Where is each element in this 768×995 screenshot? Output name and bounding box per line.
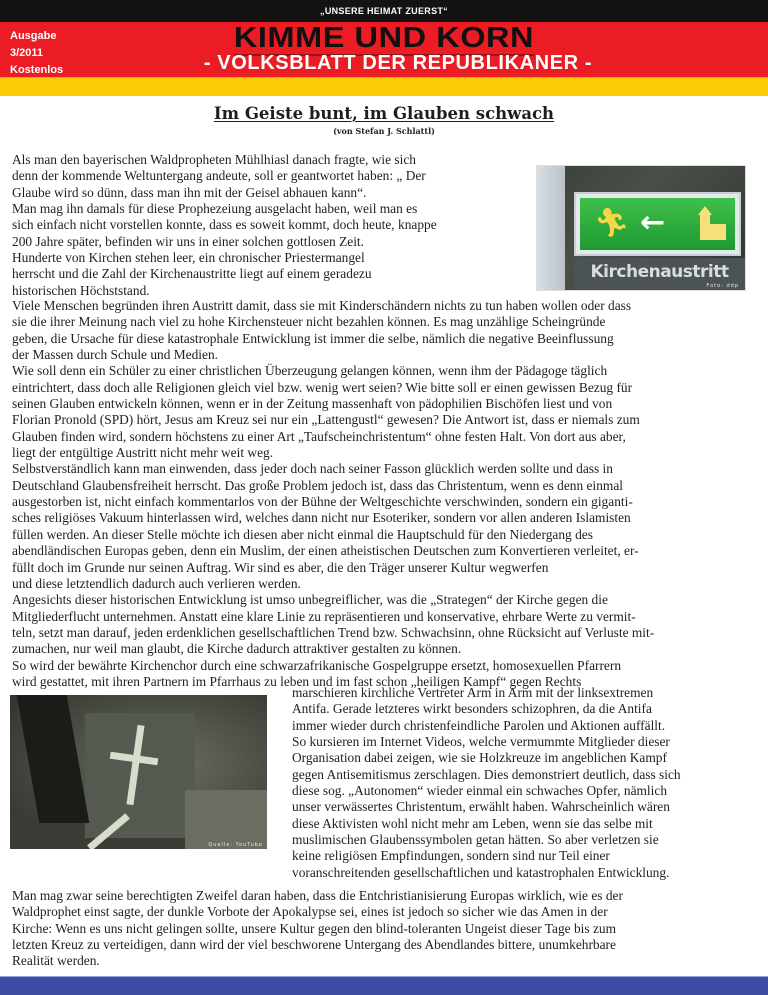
arrow-left-icon: ← — [640, 205, 666, 240]
article-right-column — [292, 685, 762, 881]
text-line: Man mag ihn damals für diese Prophezeiung ausgelacht haben, weil man es — [12, 201, 418, 217]
text-line: sie die ihrer Meinung nach viel zu hohe Kirchensteuer nicht bezahlen können. Es mag unzählige Scheingründe — [12, 314, 606, 330]
text-line: Man mag zwar seine berechtigten Zweifel daran haben, dass die Entchristianisierung Europas wirklich, wie es der — [12, 888, 623, 903]
text-line: abendländischen Europas geben, denn ein Muslim, der einen atheistischen Deutschen zum Konvertieren verleitet, er- — [12, 543, 639, 559]
text-line: voranschreitenden gesellschaftlichen und katastrophalen Entwicklung. — [292, 864, 670, 880]
text-line: diese sog. „Autonomen“ wieder einmal ein schwaches Opfer, nämlich — [292, 783, 668, 799]
text-line: immer wieder durch christenfeindliche Parolen und Aktionen auffällt. — [292, 717, 666, 733]
text-line: Realität werden. — [12, 953, 100, 969]
text-line: So wird der bewährte Kirchenchor durch eine schwarzafrikanische Gospelgruppe ersetzt, homosexuellen Pfarrern — [12, 657, 622, 673]
text-line: Florian Pronold (SPD) hört, Jesus am Kreuz sei nur ein „Lattengustl“ gewesen? Die Antwort ist, dass er niemals zum — [12, 412, 640, 428]
photo-planter — [185, 790, 267, 849]
text-line: diese Aktivisten wohl nicht mehr am Leben, wenn sie das selbe mit — [292, 815, 653, 831]
photo-leg — [17, 695, 90, 823]
cross-graffiti-photo — [10, 695, 267, 849]
text-line: So kursieren im Internet Videos, welche vermummte Mitglieder dieser — [292, 734, 670, 750]
text-line: Angesichts dieser historischen Entwicklung ist umso unbegreiflicher, was die „Strategen“ der Kirche gegen die — [12, 592, 608, 608]
church-icon — [698, 206, 726, 240]
text-line: zumachen, nur weil man glaubt, die Kirche dadurch attraktiver gestalten zu können. — [12, 641, 462, 657]
text-line: liegt der entgültige Austritt nicht mehr weit weg. — [12, 445, 274, 461]
slogan-bar — [0, 0, 768, 22]
text-line: unser verwässertes Christentum, erwählt haben. Wahrscheinlich wären — [292, 799, 670, 815]
text-line: der Massen durch Schule und Medien. — [12, 347, 219, 363]
issue-label: Ausgabe — [10, 30, 57, 42]
text-line: teln, setzt man darauf, jeden erdenklichen gesellschaftlichen Trend bzw. Schwachsinn, ohne Rücksicht auf Verluste mit- — [12, 624, 655, 640]
text-line: Kirche: Wenn es uns nicht gelingen sollte, unsere Kultur gegen den blind-toleranten Ungeist dieser Tage bis zum — [12, 920, 617, 936]
text-line: muslimischen Glaubenssymbolen getan hätten. So aber verletzen sie — [292, 832, 659, 848]
text-line: herrscht und die Zahl der Kirchenaustritte liegt auf einem geradezu — [12, 266, 372, 282]
text-line: Waldprophet einst sagte, der dunkle Vorbote der Apokalypse sei, eines ist jedoch so sicher wie das Amen in der — [12, 904, 608, 920]
photo-credit: Foto: ddp — [706, 283, 739, 289]
text-line: sich einfach nicht vorstellen konnte, dass es soweit kommt, doch heute, knappe — [12, 217, 437, 233]
article-closing — [12, 888, 760, 970]
text-line: Deutschland Glaubensfreiheit herrscht. Das große Problem jedoch ist, dass das Christentum, wenn es denn einmal — [12, 477, 623, 493]
photo-wall — [537, 166, 565, 290]
text-line: Glaube wird so dünn, dass man ihn mit der Geisel abhauen kann“. — [12, 184, 367, 200]
text-line: Selbstverständlich kann man einwenden, dass jeder doch nach seiner Fasson glücklich werden sollte und dass in — [12, 461, 613, 477]
text-line: 200 Jahre später, befinden wir uns in einer solchen gottlosen Zeit. — [12, 233, 364, 249]
exit-sign-panel — [580, 198, 735, 250]
text-line: gegen Antisemitismus zerschlagen. Dies demonstriert deutlich, dass sich — [292, 766, 681, 782]
text-line: marschieren kirchliche Vertreter Arm in Arm mit der linksextremen — [292, 685, 654, 700]
slogan: „UNSERE HEIMAT ZUERST“ — [320, 6, 448, 16]
subtitle-text: - VOLKSBLATT DER REPUBLIKANER - — [203, 52, 593, 74]
running-person-icon: 🏃︎ — [594, 206, 630, 239]
issue-number: 3/2011 — [10, 47, 44, 59]
text-line: Viele Menschen begründen ihren Austritt damit, dass sie mit Kinderschändern nichts zu tun haben wollen oder dass — [12, 298, 632, 313]
text-line: eintrichtert, dass doch alle Religionen gleich viel bzw. wenig wert seien? Wie bitte soll er einen gewissen Bezug für — [12, 379, 633, 395]
text-line: keine religiösen Empfindungen, sondern sind nur Teil einer — [292, 848, 610, 864]
text-line: Hunderte von Kirchen stehen leer, ein chronischer Priestermangel — [12, 250, 365, 266]
text-line: wird gestattet, mit ihren Partnern im Pfarrhaus zu leben und im fast schon „heiligen Kampf“ gegen Rechts — [12, 673, 582, 689]
exit-sign — [574, 192, 741, 256]
photo-credit: Quelle: YouTube — [208, 842, 263, 848]
kirchenaustritt-sign-photo — [536, 165, 746, 291]
masthead-text: KIMME UND KORN — [233, 22, 535, 54]
footer-bar — [0, 976, 768, 995]
text-line: Glauben finden wird, sondern höchstens zu einer Art „Taufscheinchristentum“ ohne festen Halt. Von dort aus aber, — [12, 428, 626, 444]
text-line: Wie soll denn ein Schüler zu einer christlichen Überzeugung gelangen können, wenn ihm der Pädagoge täglich — [12, 363, 608, 379]
article-intro — [12, 152, 437, 299]
text-line: Antifa. Gerade letzteres wirkt besonders schizophren, da die Antifa — [292, 701, 652, 717]
text-line: füllen werden. An dieser Stelle möchte ich diesen aber nicht einmal die Hauptschuld für den Niedergang des — [12, 526, 593, 542]
text-line: ausgestorben ist, nicht einfach kommentarlos von der Bühne der Weltgeschichte verschwinden, sondern ein giganti- — [12, 494, 633, 510]
text-line: Mitgliederflucht unternehmen. Anstatt eine klare Linie zu repräsentieren und konservative, ehrbare Werte zu vermit- — [12, 608, 636, 624]
masthead-subtitle — [0, 50, 768, 76]
text-line: historischen Höchststand. — [12, 282, 150, 298]
text-line: sches religiöses Vakuum hinterlassen wird, welches dann nicht nur Esoteriker, sondern vor allen anderen Islamisten — [12, 510, 631, 526]
text-line: und diese letztendlich dadurch auch verlieren werden. — [12, 575, 301, 591]
issue-price: Kostenlos — [10, 64, 64, 76]
article-title — [0, 104, 768, 123]
masthead-gold-band — [0, 77, 768, 96]
text-line: denn der kommende Weltuntergang andeute, soll er geantwortet haben: „ Der — [12, 168, 426, 184]
text-line: seinen Glauben entwickeln können, wenn er in der Zeitung massenhaft von pädophilien Bischöfen liest und von — [12, 396, 613, 412]
text-line: füllt doch im Grunde nur seinen Auftrag. Wir sind es aber, die den Träger unserer Kultur wegwerfen — [12, 559, 549, 575]
text-line: Als man den bayerischen Waldpropheten Mühlhiasl danach fragte, wie sich — [12, 152, 416, 167]
text-line: letzten Kreuz zu verteidigen, dann wird der viel beschworene Untergang des Abendlandes bittere, unumkehrbare — [12, 937, 616, 953]
sign-banner: Kirchenaustritt — [574, 258, 745, 290]
text-line: Organisation dabei zeigen, wie sie Holzkreuze im angeblichen Kampf — [292, 750, 667, 766]
article-main — [12, 298, 760, 690]
article-byline: (von Stefan J. Schlattl) — [333, 126, 435, 136]
text-line: geben, die Ursache für diese katastrophale Entwicklung ist immer die selbe, nämlich die negative Beeinflussung — [12, 330, 614, 346]
article-title-text: Im Geiste bunt, im Glauben schwach — [213, 104, 555, 123]
